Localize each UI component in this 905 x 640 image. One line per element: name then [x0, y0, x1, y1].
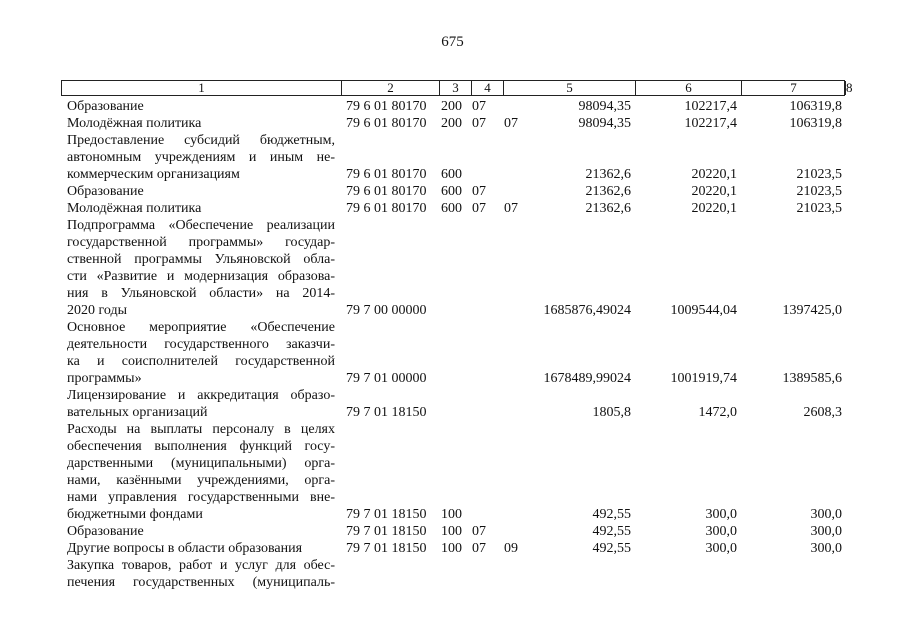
cell-col-6: 1678489,99024	[543, 371, 631, 386]
cell-col-2: 79 6 01 80170	[346, 167, 427, 182]
cell-col-2: 79 6 01 80170	[346, 184, 427, 199]
cell-col-2: 79 6 01 80170	[346, 99, 427, 114]
cell-col-8: 300,0	[810, 524, 842, 539]
cell-col-1: Молодёжная политика	[67, 116, 202, 131]
table-row	[0, 98, 905, 115]
table-row	[0, 200, 905, 217]
cell-col-1: обеспечения выполнения функций госу-	[67, 439, 335, 454]
cell-col-8: 1389585,6	[782, 371, 842, 386]
cell-col-2: 79 7 01 18150	[346, 524, 427, 539]
table-row	[0, 557, 905, 574]
table-row	[0, 455, 905, 472]
cell-col-1: ка и соисполнителей государственной	[67, 354, 335, 369]
table-row	[0, 319, 905, 336]
cell-col-1: нами управления государственными вне-	[67, 490, 335, 505]
cell-col-7: 20220,1	[691, 184, 737, 199]
cell-col-4: 07	[472, 541, 486, 556]
cell-col-4: 07	[472, 99, 486, 114]
cell-col-6: 98094,35	[578, 116, 631, 131]
table-row	[0, 387, 905, 404]
cell-col-8: 21023,5	[796, 201, 842, 216]
cell-col-3: 200	[441, 116, 462, 131]
header-cell-3: 3	[440, 81, 472, 95]
table-row	[0, 183, 905, 200]
cell-col-6: 21362,6	[585, 184, 631, 199]
table-row	[0, 574, 905, 591]
table-row	[0, 472, 905, 489]
cell-col-7: 1472,0	[698, 405, 737, 420]
cell-col-2: 79 7 01 00000	[346, 371, 427, 386]
header-cell-5: 5	[504, 81, 636, 95]
cell-col-6: 1805,8	[592, 405, 631, 420]
cell-col-7: 300,0	[705, 524, 737, 539]
cell-col-1: деятельности государственного заказчи-	[67, 337, 335, 352]
cell-col-1: Лицензирование и аккредитация образо-	[67, 388, 335, 403]
cell-col-3: 600	[441, 201, 462, 216]
cell-col-1: программы»	[67, 371, 142, 386]
cell-col-1: ственной программы Ульяновской обла-	[67, 252, 335, 267]
cell-col-7: 102217,4	[684, 116, 737, 131]
table-row	[0, 251, 905, 268]
cell-col-6: 1685876,49024	[543, 303, 631, 318]
header-cell-2: 2	[342, 81, 440, 95]
cell-col-1: ния в Ульяновской области» на 2014-	[67, 286, 335, 301]
cell-col-1: дарственными (муниципальными) орга-	[67, 456, 335, 471]
cell-col-4: 07	[472, 201, 486, 216]
cell-col-2: 79 7 01 18150	[346, 507, 427, 522]
cell-col-7: 102217,4	[684, 99, 737, 114]
cell-col-3: 100	[441, 541, 462, 556]
cell-col-8: 106319,8	[789, 116, 842, 131]
cell-col-6: 21362,6	[585, 167, 631, 182]
cell-col-2: 79 7 00 00000	[346, 303, 427, 318]
cell-col-1: 2020 годы	[67, 303, 128, 318]
cell-col-2: 79 7 01 18150	[346, 541, 427, 556]
cell-col-8: 300,0	[810, 507, 842, 522]
cell-col-1: Образование	[67, 184, 144, 199]
header-cell-1: 1	[62, 81, 342, 95]
cell-col-6: 98094,35	[578, 99, 631, 114]
table-row	[0, 438, 905, 455]
table-row	[0, 234, 905, 251]
table-row	[0, 404, 905, 421]
cell-col-1: Другие вопросы в области образования	[67, 541, 303, 556]
cell-col-4: 07	[472, 184, 486, 199]
table-row	[0, 132, 905, 149]
cell-col-2: 79 7 01 18150	[346, 405, 427, 420]
cell-col-1: вательных организаций	[67, 405, 208, 420]
table-row	[0, 302, 905, 319]
cell-col-1: Образование	[67, 99, 144, 114]
table-row	[0, 217, 905, 234]
cell-col-3: 100	[441, 507, 462, 522]
table-row	[0, 370, 905, 387]
cell-col-3: 200	[441, 99, 462, 114]
cell-col-5: 07	[504, 116, 518, 131]
cell-col-8: 21023,5	[796, 167, 842, 182]
table-row	[0, 285, 905, 302]
table-row	[0, 540, 905, 557]
table-row	[0, 523, 905, 540]
cell-col-1: Расходы на выплаты персоналу в целях	[67, 422, 335, 437]
cell-col-1: Закупка товаров, работ и услуг для обес-	[67, 558, 335, 573]
cell-col-4: 07	[472, 116, 486, 131]
cell-col-6: 492,55	[592, 541, 631, 556]
cell-col-2: 79 6 01 80170	[346, 116, 427, 131]
cell-col-8: 300,0	[810, 541, 842, 556]
cell-col-6: 492,55	[592, 507, 631, 522]
cell-col-5: 09	[504, 541, 518, 556]
header-cell-4: 4	[472, 81, 504, 95]
table-row	[0, 115, 905, 132]
table-row	[0, 336, 905, 353]
cell-col-3: 600	[441, 184, 462, 199]
header-cell-8: 8	[846, 80, 853, 95]
cell-col-7: 300,0	[705, 507, 737, 522]
cell-col-7: 20220,1	[691, 167, 737, 182]
table-row	[0, 149, 905, 166]
cell-col-1: Подпрограмма «Обеспечение реализации	[67, 218, 335, 233]
cell-col-1: нами, казёнными учреждениями, орга-	[67, 473, 335, 488]
cell-col-1: сти «Развитие и модернизация образова-	[67, 269, 335, 284]
header-cell-7: 7	[742, 81, 846, 95]
cell-col-5: 07	[504, 201, 518, 216]
cell-col-1: Образование	[67, 524, 144, 539]
cell-col-1: печения государственных (муниципаль-	[67, 575, 335, 590]
table-header-row	[61, 80, 853, 96]
cell-col-3: 100	[441, 524, 462, 539]
table-row	[0, 166, 905, 183]
table-row	[0, 353, 905, 370]
cell-col-6: 21362,6	[585, 201, 631, 216]
cell-col-1: коммерческим организациям	[67, 167, 240, 182]
table-row	[0, 268, 905, 285]
cell-col-7: 20220,1	[691, 201, 737, 216]
table-row	[0, 421, 905, 438]
table-row	[0, 489, 905, 506]
cell-col-8: 106319,8	[789, 99, 842, 114]
cell-col-4: 07	[472, 524, 486, 539]
cell-col-1: государственной программы» государ-	[67, 235, 335, 250]
cell-col-7: 1001919,74	[670, 371, 737, 386]
header-cell-6: 6	[636, 81, 742, 95]
cell-col-3: 600	[441, 167, 462, 182]
cell-col-1: бюджетными фондами	[67, 507, 203, 522]
cell-col-1: Молодёжная политика	[67, 201, 202, 216]
cell-col-1: Предоставление субсидий бюджетным,	[67, 133, 335, 148]
cell-col-6: 492,55	[592, 524, 631, 539]
page-number: 675	[441, 34, 464, 50]
cell-col-7: 300,0	[705, 541, 737, 556]
cell-col-8: 2608,3	[803, 405, 842, 420]
cell-col-7: 1009544,04	[670, 303, 737, 318]
cell-col-2: 79 6 01 80170	[346, 201, 427, 216]
table-row	[0, 506, 905, 523]
cell-col-1: автономным учреждениям и иным не-	[67, 150, 335, 165]
cell-col-8: 1397425,0	[782, 303, 842, 318]
table-body	[0, 98, 905, 591]
cell-col-8: 21023,5	[796, 184, 842, 199]
cell-col-1: Основное мероприятие «Обеспечение	[67, 320, 335, 335]
